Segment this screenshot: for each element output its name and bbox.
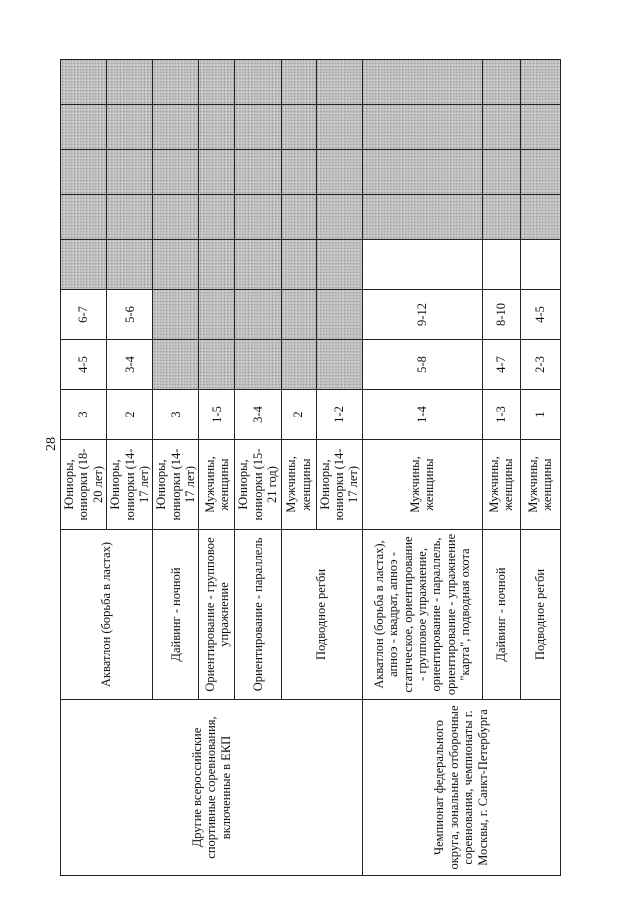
- gender-cell: Юниоры, юниорки (14-17 лет): [316, 440, 362, 530]
- ranking-table: [60, 59, 561, 876]
- value-cell: 3-4: [107, 340, 153, 390]
- shaded-cell: [482, 105, 520, 150]
- category-cell: Чемпионат федерального округа, зональные отборочные соревнования, чемпионаты г. Москвы, г. Санкт-Петербурга: [362, 700, 560, 876]
- discipline-cell: Ориентирование - параллель: [235, 530, 281, 700]
- shaded-cell: [235, 195, 281, 240]
- shaded-cell: [482, 60, 520, 105]
- shaded-cell: [281, 290, 316, 340]
- shaded-cell: [153, 340, 199, 390]
- shaded-cell: [235, 340, 281, 390]
- value-cell: 2: [107, 390, 153, 440]
- value-cell: 4-5: [520, 290, 560, 340]
- page-number: 28: [44, 437, 59, 451]
- shaded-cell: [281, 195, 316, 240]
- shaded-cell: [316, 290, 362, 340]
- shaded-cell: [153, 195, 199, 240]
- shaded-cell: [316, 195, 362, 240]
- shaded-cell: [107, 195, 153, 240]
- shaded-cell: [153, 105, 199, 150]
- shaded-cell: [153, 240, 199, 290]
- gender-cell: Юниоры, юниорки (15-21 год): [235, 440, 281, 530]
- shaded-cell: [199, 240, 235, 290]
- shaded-cell: [61, 240, 107, 290]
- shaded-cell: [281, 60, 316, 105]
- gender-cell: Мужчины, женщины: [199, 440, 235, 530]
- value-cell: 4-5: [61, 340, 107, 390]
- value-cell: 3-4: [235, 390, 281, 440]
- empty-cell: [362, 240, 482, 290]
- category-cell: Другие всероссийские спортивные соревнования, включенные в ЕКП: [61, 700, 363, 876]
- discipline-cell: Подводное регби: [520, 530, 560, 700]
- gender-cell: Юниоры, юниорки (18-20 лет): [61, 440, 107, 530]
- discipline-cell: Дайвинг - ночной: [482, 530, 520, 700]
- value-cell: 5-6: [107, 290, 153, 340]
- value-cell: 1-3: [482, 390, 520, 440]
- discipline-cell: Дайвинг - ночной: [153, 530, 199, 700]
- gender-cell: Мужчины, женщины: [362, 440, 482, 530]
- shaded-cell: [61, 150, 107, 195]
- shaded-cell: [107, 105, 153, 150]
- shaded-cell: [520, 105, 560, 150]
- shaded-cell: [362, 60, 482, 105]
- shaded-cell: [153, 150, 199, 195]
- shaded-cell: [316, 240, 362, 290]
- shaded-cell: [281, 150, 316, 195]
- shaded-cell: [107, 240, 153, 290]
- shaded-cell: [482, 150, 520, 195]
- shaded-cell: [362, 105, 482, 150]
- shaded-cell: [199, 195, 235, 240]
- shaded-cell: [235, 105, 281, 150]
- value-cell: 2: [281, 390, 316, 440]
- shaded-cell: [281, 240, 316, 290]
- shaded-cell: [482, 195, 520, 240]
- shaded-cell: [520, 60, 560, 105]
- value-cell: 2-3: [520, 340, 560, 390]
- rotated-table-frame: [60, 60, 555, 876]
- shaded-cell: [235, 60, 281, 105]
- shaded-cell: [199, 150, 235, 195]
- gender-cell: Мужчины, женщины: [520, 440, 560, 530]
- shaded-cell: [281, 105, 316, 150]
- shaded-cell: [235, 240, 281, 290]
- shaded-cell: [316, 340, 362, 390]
- empty-cell: [482, 240, 520, 290]
- discipline-cell: Акватлон (борьба в ластах), апноэ - квадрат, апноэ - статическое, ориентирование - групповое упражнение, ориентирование - параллель, ориентирование - упражнение "карта", подводная охота: [362, 530, 482, 700]
- shaded-cell: [362, 195, 482, 240]
- value-cell: 8-10: [482, 290, 520, 340]
- shaded-cell: [61, 195, 107, 240]
- value-cell: 4-7: [482, 340, 520, 390]
- value-cell: 5-8: [362, 340, 482, 390]
- empty-cell: [520, 240, 560, 290]
- gender-cell: Мужчины, женщины: [482, 440, 520, 530]
- gender-cell: Юниоры, юниорки (14-17 лет): [153, 440, 199, 530]
- table-row: [362, 60, 482, 876]
- value-cell: 1-4: [362, 390, 482, 440]
- value-cell: 9-12: [362, 290, 482, 340]
- gender-cell: Мужчины, женщины: [281, 440, 316, 530]
- discipline-cell: Ориентирование - групповое упражнение: [199, 530, 235, 700]
- shaded-cell: [199, 105, 235, 150]
- shaded-cell: [316, 105, 362, 150]
- shaded-cell: [235, 150, 281, 195]
- shaded-cell: [316, 60, 362, 105]
- shaded-cell: [235, 290, 281, 340]
- shaded-cell: [199, 60, 235, 105]
- shaded-cell: [316, 150, 362, 195]
- shaded-cell: [153, 290, 199, 340]
- value-cell: 1-5: [199, 390, 235, 440]
- shaded-cell: [61, 105, 107, 150]
- table-row: [61, 60, 107, 876]
- value-cell: 1-2: [316, 390, 362, 440]
- value-cell: 6-7: [61, 290, 107, 340]
- shaded-cell: [199, 340, 235, 390]
- shaded-cell: [362, 150, 482, 195]
- discipline-cell: Подводное регби: [281, 530, 362, 700]
- value-cell: 3: [153, 390, 199, 440]
- shaded-cell: [107, 60, 153, 105]
- discipline-cell: Акватлон (борьба в ластах): [61, 530, 153, 700]
- shaded-cell: [520, 150, 560, 195]
- value-cell: 3: [61, 390, 107, 440]
- shaded-cell: [199, 290, 235, 340]
- gender-cell: Юниоры, юниорки (14-17 лет): [107, 440, 153, 530]
- shaded-cell: [153, 60, 199, 105]
- value-cell: 1: [520, 390, 560, 440]
- shaded-cell: [281, 340, 316, 390]
- shaded-cell: [61, 60, 107, 105]
- shaded-cell: [107, 150, 153, 195]
- shaded-cell: [520, 195, 560, 240]
